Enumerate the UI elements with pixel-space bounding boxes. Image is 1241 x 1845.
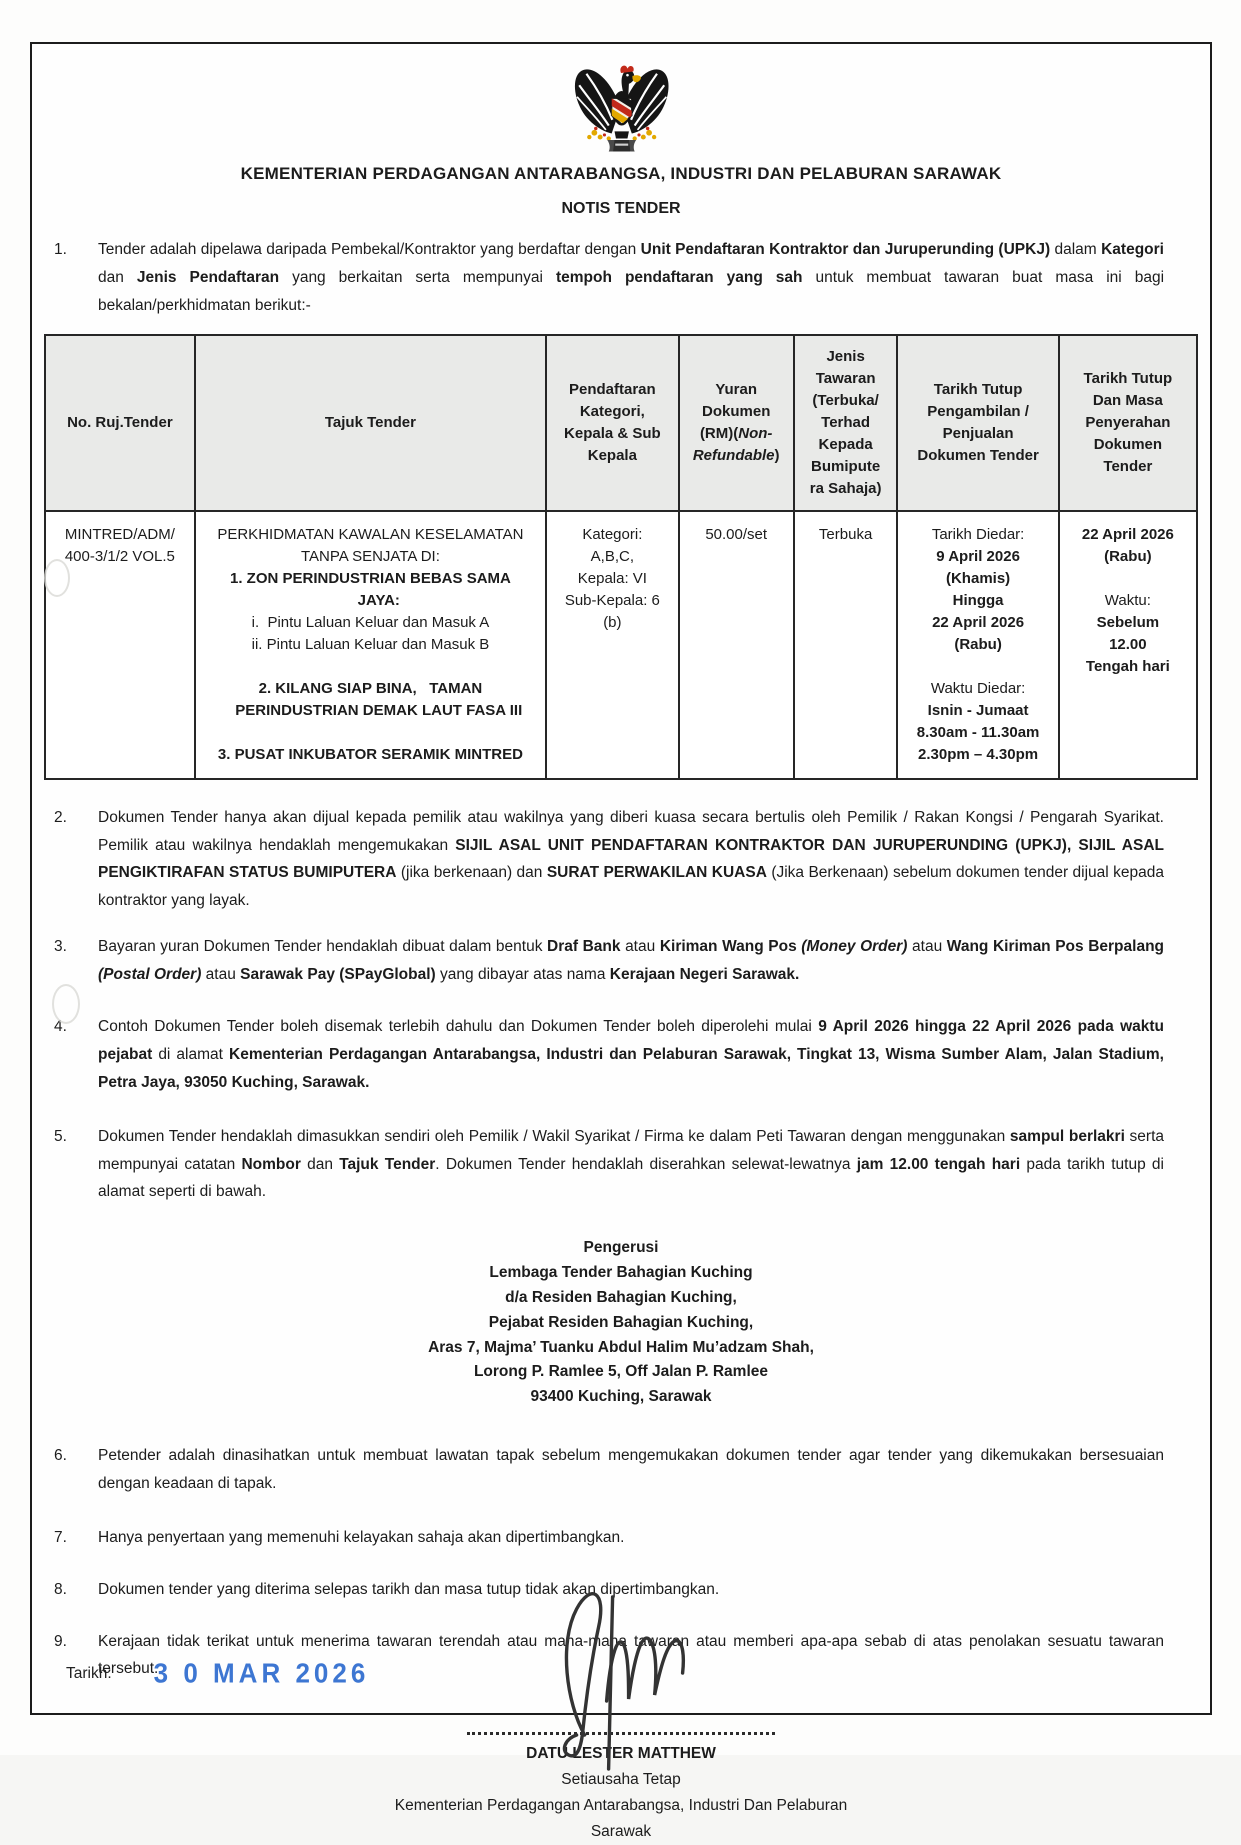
paragraph-text: Dokumen Tender hendaklah dimasukkan sendiri oleh Pemilik / Wakil Syarikat / Firma ke dalam Peti Tawaran dengan menggunakan sampul berlakri serta mempunyai catatan Nombor dan Tajuk Tender. Dokumen Tender hendaklah diserahkan selewat-lewatnya jam 12.00 tengah hari pada tarikh tutup di alamat seperti di bawah. (98, 1127, 1165, 1201)
tender-table (44, 334, 1198, 780)
paragraph-number: 3. (54, 938, 67, 956)
cell-ref-number: MINTRED/ADM/ 400-3/1/2 VOL.5 (45, 511, 195, 779)
paragraph-7 (44, 1524, 1198, 1552)
paragraph-number: 6. (54, 1446, 67, 1464)
paragraph-number: 7. (54, 1528, 67, 1546)
paragraph-text: Dokumen tender yang diterima selepas tarikh dan masa tutup tidak akan dipertimbangkan. (98, 1580, 720, 1598)
signatory-role: Setiausaha Tetap (561, 1771, 681, 1789)
col-header-tarikh-tutup-penjualan: Tarikh Tutup Pengambilan / Penjualan Dokumen Tender (897, 335, 1058, 511)
paragraph-number: 2. (54, 808, 67, 826)
paragraph-8 (44, 1576, 1198, 1604)
paragraph-number: 5. (54, 1127, 67, 1145)
paragraph-text: Dokumen Tender hanya akan dijual kepada pemilik atau wakilnya yang diberi kuasa secara bertulis oleh Pemilik / Rakan Kongsi / Pengarah Syarikat. Pemilik atau wakilnya hendaklah mengemukakan SIJIL ASAL UNIT PENDAFTARAN KONTRAKTOR DAN JURUPERUNDING (UPKJ), SIJIL ASAL PENGIKTIRAFAN STATUS BUMIPUTERA (jika berkenaan) dan SURAT PERWAKILAN KUASA (Jika Berkenaan) sebelum dokumen tender dijual kepada kontraktor yang layak. (98, 808, 1164, 910)
scan-artifact (52, 984, 80, 1024)
date-label: Tarikh: (66, 1664, 112, 1682)
cell-submission-closing: 22 April 2026 (Rabu) Waktu: Sebelum 12.00 Tengah hari (1059, 511, 1197, 779)
col-header-no-ruj-tender: No. Ruj.Tender (45, 335, 195, 511)
paragraph-text: Tender adalah dipelawa daripada Pembekal/Kontraktor yang berdaftar dengan Unit Pendaftaran Kontraktor dan Juruperunding (UPKJ) dalam Kategori dan Jenis Pendaftaran yang berkaitan serta mempunyai tempoh pendaftaran yang sah untuk membuat tawaran buat masa ini bagi bekalan/perkhidmatan berikut:- (98, 241, 1165, 314)
cell-offer-type: Terbuka (794, 511, 898, 779)
submission-address: Pengerusi Lembaga Tender Bahagian Kuching d/a Residen Bahagian Kuching, Pejabat Residen Bahagian Kuching, Aras 7, Majma’ Tuanku Abdul Halim Mu’adzam Shah, Lorong P. Ramlee 5, Off Jalan P. Ramlee 93400 Kuching, Sarawak (428, 1239, 814, 1406)
paragraph-text: Contoh Dokumen Tender boleh disemak terlebih dahulu dan Dokumen Tender boleh diperolehi mulai 9 April 2026 hingga 22 April 2026 pada waktu pejabat di alamat Kementerian Perdagangan Antarabangsa, Industri dan Pelaburan Sarawak, Tingkat 13, Wisma Sumber Alam, Jalan Stadium, Petra Jaya, 93050 Kuching, Sarawak. (98, 1018, 1165, 1091)
paragraph-4 (44, 1013, 1198, 1097)
signatory-name: DATU LESTER MATTHEW (526, 1745, 716, 1763)
scan-artifact (44, 559, 70, 597)
paragraph-6 (44, 1442, 1198, 1498)
document-border-frame (30, 42, 1212, 1841)
paragraph-text: Petender adalah dinasihatkan untuk membuat lawatan tapak sebelum mengemukakan dokumen tender agar tender yang dikemukakan bersesuaian dengan keadaan di tapak. (98, 1446, 1164, 1492)
paragraph-number: 4. (54, 1018, 67, 1036)
paragraph-number: 8. (54, 1580, 67, 1598)
cell-sale-closing: Tarikh Diedar: 9 April 2026 (Khamis) Hingga 22 April 2026 (Rabu) Waktu Diedar: Isnin - Jumaat 8.30am - 11.30am 2.30pm – 4.30pm (897, 511, 1058, 779)
signatory-org: Sarawak (590, 1823, 652, 1841)
signature-line (467, 1731, 775, 1735)
paragraph-number: 9. (54, 1632, 67, 1650)
signatory-org: Kementerian Perdagangan Antarabangsa, Industri Dan Pelaburan (394, 1797, 848, 1815)
date-row (66, 1658, 369, 1689)
paragraph-2 (44, 804, 1198, 916)
table-header-row (45, 335, 1197, 511)
signature-block (44, 1731, 1198, 1845)
sarawak-coat-of-arms-icon (44, 62, 1198, 156)
table-row (45, 511, 1197, 779)
col-header-jenis-tawaran: Jenis Tawaran (Terbuka/ Terhad Kepada Bumipute ra Sahaja) (794, 335, 898, 511)
cell-registration: Kategori: A,B,C, Kepala: VI Sub-Kepala: 6 (b) (546, 511, 678, 779)
notice-title: NOTIS TENDER (561, 200, 681, 217)
col-header-tarikh-tutup-penyerahan: Tarikh Tutup Dan Masa Penyerahan Dokumen Tender (1059, 335, 1197, 511)
paragraph-3 (44, 933, 1198, 989)
date-stamp: 3 0 MAR 2026 (153, 1656, 370, 1690)
paragraph-1 (44, 236, 1198, 320)
col-header-yuran-dokumen: Yuran Dokumen (RM)(Non- Refundable) (679, 335, 794, 511)
paragraph-text: Kerajaan tidak terikat untuk menerima tawaran terendah atau mana-mana tawaran atau memberi apa-apa sebab di atas penolakan sesuatu tawaran tersebut. (98, 1632, 1164, 1678)
paragraph-number: 1. (54, 241, 67, 258)
col-header-tajuk-tender: Tajuk Tender (195, 335, 546, 511)
ministry-title: KEMENTERIAN PERDAGANGAN ANTARABANGSA, INDUSTRI DAN PELABURAN SARAWAK (240, 164, 1002, 183)
paragraph-text: Bayaran yuran Dokumen Tender hendaklah dibuat dalam bentuk Draf Bank atau Kiriman Wang Pos (Money Order) atau Wang Kiriman Pos Berpalang (Postal Order) atau Sarawak Pay (SPayGlobal) yang dibayar atas nama Kerajaan Negeri Sarawak. (98, 938, 1165, 984)
paragraph-text: Hanya penyertaan yang memenuhi kelayakan sahaja akan dipertimbangkan. (98, 1528, 625, 1546)
col-header-pendaftaran: Pendaftaran Kategori, Kepala & Sub Kepala (546, 335, 678, 511)
cell-document-fee: 50.00/set (679, 511, 794, 779)
paragraph-5 (44, 1123, 1198, 1207)
cell-tender-title: PERKHIDMATAN KAWALAN KESELAMATAN TANPA SENJATA DI: 1. ZON PERINDUSTRIAN BEBAS SAMA JAYA: i. Pintu Laluan Keluar dan Masuk A ii. Pintu Laluan Keluar dan Masuk B 2. KILANG SIAP BINA, TAMAN PERINDUSTRIAN DEMAK LAUT FASA III 3. PUSAT INKUBATOR SERAMIK MINTRED (195, 511, 546, 779)
